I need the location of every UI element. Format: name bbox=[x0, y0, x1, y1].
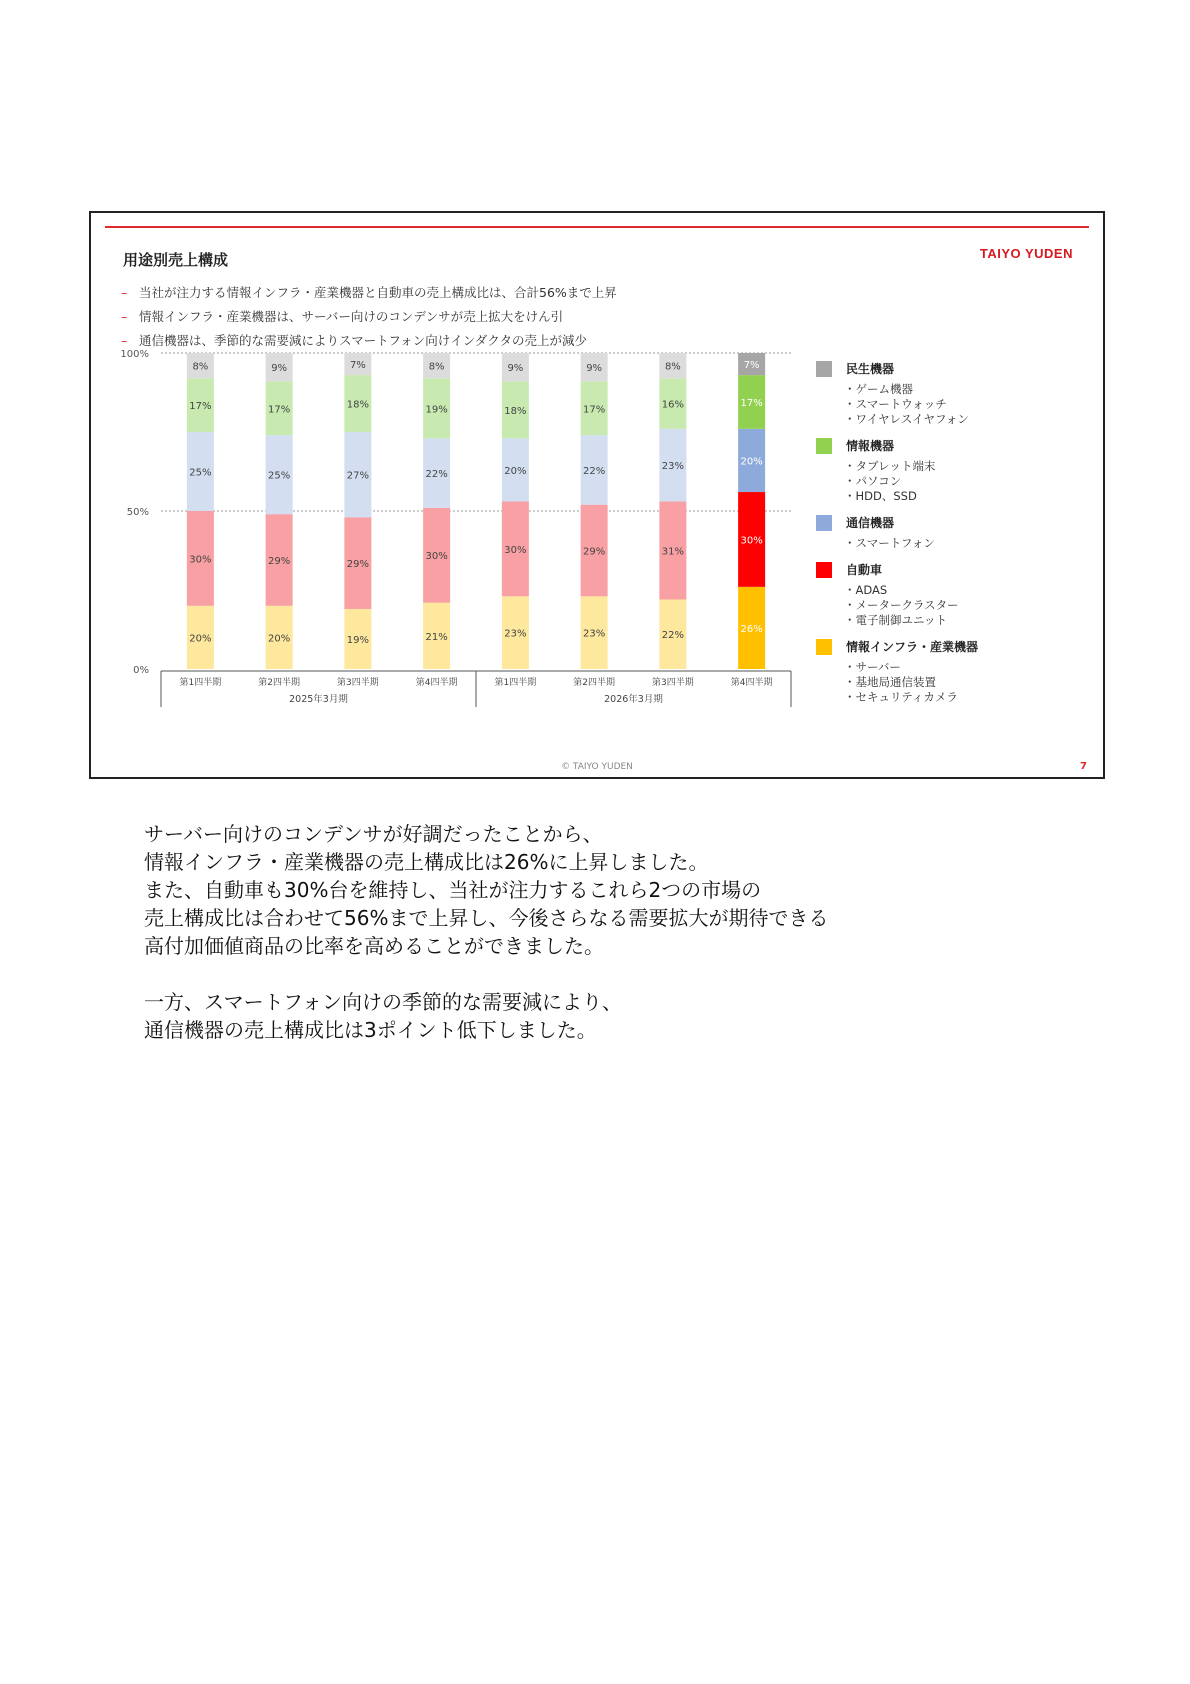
legend-item: ・スマートウォッチ bbox=[844, 397, 947, 411]
legend-item: ・タブレット端末 bbox=[844, 459, 936, 473]
group-label: 2025年3月期 bbox=[289, 694, 348, 705]
data-label: 22% bbox=[583, 465, 606, 477]
data-label: 18% bbox=[504, 405, 527, 417]
legend-item: ・HDD、SSD bbox=[844, 489, 917, 503]
x-tick-label: 第1四半期 bbox=[179, 678, 222, 688]
data-label: 17% bbox=[583, 404, 606, 416]
data-label: 31% bbox=[661, 546, 684, 558]
copyright: © TAIYO YUDEN bbox=[561, 762, 633, 772]
data-label: 23% bbox=[504, 628, 527, 640]
data-label: 30% bbox=[740, 535, 763, 547]
legend-item: ・セキュリティカメラ bbox=[844, 690, 958, 704]
body-line: 高付加価値商品の比率を高めることができました。 bbox=[144, 934, 604, 958]
data-label: 29% bbox=[583, 546, 606, 558]
data-label: 20% bbox=[504, 465, 527, 477]
data-label: 7% bbox=[349, 360, 366, 372]
x-tick-label: 第1四半期 bbox=[494, 678, 537, 688]
data-label: 20% bbox=[268, 633, 291, 645]
paragraph-1 bbox=[144, 820, 1044, 960]
legend-swatch bbox=[816, 639, 832, 655]
data-label: 23% bbox=[661, 461, 684, 473]
data-label: 9% bbox=[271, 363, 288, 375]
legend-name: 民生機器 bbox=[846, 362, 895, 376]
legend-swatch bbox=[816, 562, 832, 578]
data-label: 27% bbox=[346, 470, 369, 482]
data-label: 8% bbox=[192, 361, 209, 373]
bullet-item: – 当社が注力する情報インフラ・産業機器と自動車の売上構成比は、合計56%まで上昇 bbox=[121, 281, 617, 305]
legend-name: 情報機器 bbox=[846, 439, 895, 453]
body-line: 一方、スマートフォン向けの季節的な需要減により、 bbox=[144, 990, 622, 1014]
data-label: 9% bbox=[507, 363, 524, 375]
stacked-bar-chart bbox=[113, 343, 813, 743]
x-tick-label: 第4四半期 bbox=[730, 678, 773, 688]
legend-items bbox=[844, 459, 1056, 504]
body-line: 通信機器の売上構成比は3ポイント低下しました。 bbox=[144, 1018, 597, 1042]
body-line: また、自動車も30%台を維持し、当社が注力するこれら2つの市場の bbox=[144, 878, 762, 902]
legend-item: ・メータークラスター bbox=[844, 598, 959, 612]
data-label: 17% bbox=[189, 401, 212, 413]
data-label: 9% bbox=[586, 363, 603, 375]
legend-item: ・電子制御ユニット bbox=[844, 613, 948, 627]
data-label: 8% bbox=[664, 361, 681, 373]
company-logo: TAIYO YUDEN bbox=[979, 246, 1073, 261]
y-tick-label: 0% bbox=[133, 665, 149, 676]
x-tick-label: 第4四半期 bbox=[415, 678, 458, 688]
legend-entry bbox=[816, 360, 1056, 427]
page-number: 7 bbox=[1080, 761, 1087, 772]
legend-items bbox=[844, 660, 1056, 705]
legend-entry bbox=[816, 561, 1056, 628]
legend-item: ・ADAS bbox=[844, 583, 888, 597]
data-label: 17% bbox=[740, 397, 763, 409]
legend-item: ・サーバー bbox=[844, 660, 901, 674]
x-tick-label: 第3四半期 bbox=[337, 678, 379, 688]
y-tick-label: 50% bbox=[126, 507, 149, 518]
slide-frame bbox=[89, 211, 1105, 779]
legend-items bbox=[844, 583, 1056, 628]
data-label: 20% bbox=[740, 456, 763, 468]
body-line: サーバー向けのコンデンサが好調だったことから、 bbox=[144, 822, 603, 846]
legend-name: 通信機器 bbox=[846, 516, 895, 530]
legend-item: ・スマートフォン bbox=[844, 536, 935, 550]
y-tick-label: 100% bbox=[120, 349, 149, 360]
body-line: 売上構成比は合わせて56%まで上昇し、今後さらなる需要拡大が期待できる bbox=[144, 906, 829, 930]
group-label: 2026年3月期 bbox=[604, 694, 663, 705]
legend-swatch bbox=[816, 438, 832, 454]
bullet-item: – 情報インフラ・産業機器は、サーバー向けのコンデンサが売上拡大をけん引 bbox=[121, 305, 617, 329]
x-tick-label: 第3四半期 bbox=[652, 678, 694, 688]
slide-top-rule bbox=[105, 226, 1089, 228]
data-label: 25% bbox=[268, 470, 291, 482]
data-label: 30% bbox=[425, 551, 448, 563]
legend-entry bbox=[816, 514, 1056, 551]
body-line: 情報インフラ・産業機器の売上構成比は26%に上昇しました。 bbox=[144, 850, 709, 874]
paragraph-2 bbox=[144, 988, 1044, 1044]
data-label: 25% bbox=[189, 467, 212, 479]
x-tick-label: 第2四半期 bbox=[258, 678, 300, 688]
data-label: 22% bbox=[661, 630, 684, 642]
legend-entry bbox=[816, 638, 1056, 705]
x-tick-label: 第2四半期 bbox=[573, 678, 615, 688]
legend-items bbox=[844, 382, 1056, 427]
data-label: 8% bbox=[428, 361, 445, 373]
chart-legend bbox=[816, 360, 1056, 715]
legend-items bbox=[844, 536, 1056, 551]
legend-item: ・ワイヤレスイヤフォン bbox=[844, 412, 969, 426]
body-text bbox=[144, 820, 1044, 1072]
data-label: 26% bbox=[740, 623, 763, 635]
bullet-item: – 通信機器は、季節的な需要減によりスマートフォン向けインダクタの売上が減少 bbox=[121, 329, 617, 353]
data-label: 19% bbox=[425, 404, 448, 416]
legend-item: ・ゲーム機器 bbox=[844, 382, 913, 396]
data-label: 21% bbox=[425, 631, 448, 643]
legend-swatch bbox=[816, 361, 832, 377]
data-label: 18% bbox=[346, 399, 369, 411]
legend-item: ・基地局通信装置 bbox=[844, 675, 936, 689]
data-label: 20% bbox=[189, 633, 212, 645]
legend-name: 自動車 bbox=[846, 563, 883, 577]
data-label: 17% bbox=[268, 404, 291, 416]
data-label: 29% bbox=[268, 555, 291, 567]
legend-item: ・パソコン bbox=[844, 474, 902, 488]
slide-title: 用途別売上構成 bbox=[123, 251, 229, 269]
legend-entry bbox=[816, 437, 1056, 504]
legend-name: 情報インフラ・産業機器 bbox=[846, 640, 979, 654]
data-label: 19% bbox=[346, 634, 369, 646]
data-label: 7% bbox=[743, 360, 760, 372]
data-label: 30% bbox=[504, 544, 527, 556]
data-label: 23% bbox=[583, 628, 606, 640]
data-label: 29% bbox=[346, 559, 369, 571]
data-label: 22% bbox=[425, 469, 448, 481]
data-label: 16% bbox=[661, 399, 684, 411]
data-label: 30% bbox=[189, 554, 212, 566]
legend-swatch bbox=[816, 515, 832, 531]
